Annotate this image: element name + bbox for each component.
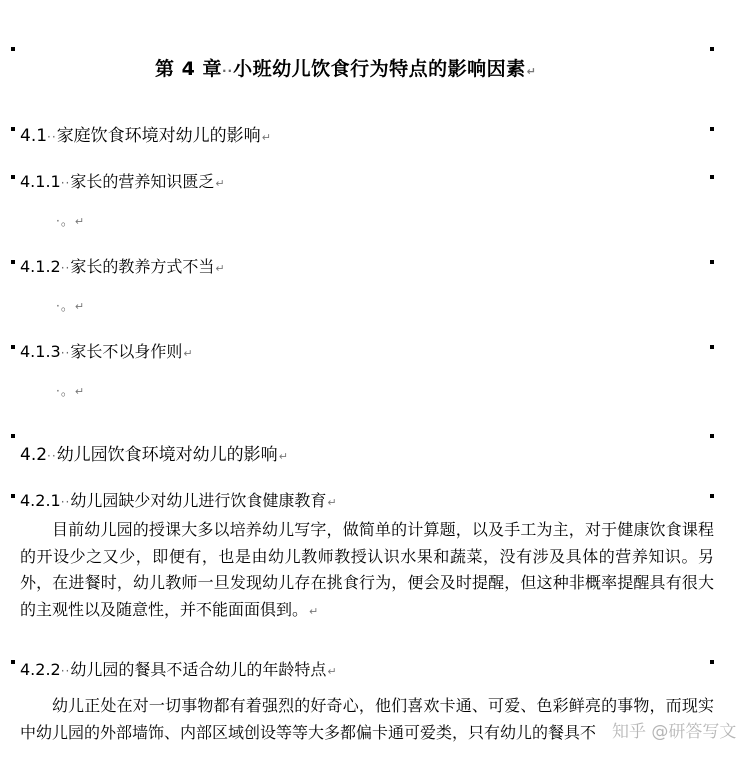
section-heading-4-2[interactable]: 4.2··幼儿园饮食环境对幼儿的影响↵ <box>20 445 288 465</box>
section-heading-4-1[interactable]: 4.1··家庭饮食环境对幼儿的影响↵ <box>20 126 271 146</box>
format-mark <box>710 434 714 438</box>
chapter-number: 第 4 章 <box>155 58 222 80</box>
format-mark <box>710 175 714 179</box>
body-paragraph-4-2-1[interactable]: 目前幼儿园的授课大多以培养幼儿写字，做简单的计算题，以及手工为主，对于健康饮食课程的开设少之又少，即便有，也是由幼儿教师教授认识水果和蔬菜，没有涉及具体的营养知识。另外，在进餐时，幼儿教师一旦发现幼儿存在挑食行为，便会及时提醒，但这种非概率提醒具有很大的主观性以及随意性，并不能面面俱到。↵ <box>20 520 714 619</box>
format-mark <box>11 260 15 264</box>
format-mark <box>710 47 714 51</box>
section-heading-4-1-2[interactable]: 4.1.2··家长的教养方式不当↵ <box>20 257 225 276</box>
format-mark <box>710 494 714 498</box>
section-heading-4-2-1[interactable]: 4.2.1··幼儿园缺少对幼儿进行饮食健康教育↵ <box>20 491 337 510</box>
format-mark <box>11 47 15 51</box>
placeholder-text[interactable]: ·。↵ <box>56 214 85 229</box>
section-heading-4-2-2[interactable]: 4.2.2··幼儿园的餐具不适合幼儿的年龄特点↵ <box>20 660 337 679</box>
section-heading-4-1-1[interactable]: 4.1.1··家长的营养知识匮乏↵ <box>20 172 225 191</box>
format-mark <box>710 127 714 131</box>
format-mark <box>710 260 714 264</box>
format-mark <box>11 345 15 349</box>
format-mark <box>11 660 15 664</box>
format-mark <box>11 127 15 131</box>
format-mark <box>710 660 714 664</box>
format-mark <box>11 175 15 179</box>
section-heading-4-1-3[interactable]: 4.1.3··家长不以身作则↵ <box>20 342 193 361</box>
body-paragraph-4-2-2[interactable]: 幼儿正处在对一切事物都有着强烈的好奇心，他们喜欢卡通、可爱、色彩鲜亮的事物，而现实中幼儿园的外部墙饰、内部区域创设等等大多都偏卡通可爱类，只有幼儿的餐具不 <box>20 696 714 742</box>
placeholder-text[interactable]: ·。↵ <box>56 384 85 399</box>
chapter-title: 小班幼儿饮食行为特点的影响因素 <box>233 58 526 80</box>
format-mark <box>710 345 714 349</box>
placeholder-text[interactable]: ·。↵ <box>56 299 85 314</box>
format-mark <box>11 494 15 498</box>
zhihu-watermark: 知乎 @研答写文 <box>612 722 737 742</box>
chapter-heading[interactable]: 第 4 章··小班幼儿饮食行为特点的影响因素↵ <box>155 58 537 80</box>
format-mark <box>11 434 15 438</box>
